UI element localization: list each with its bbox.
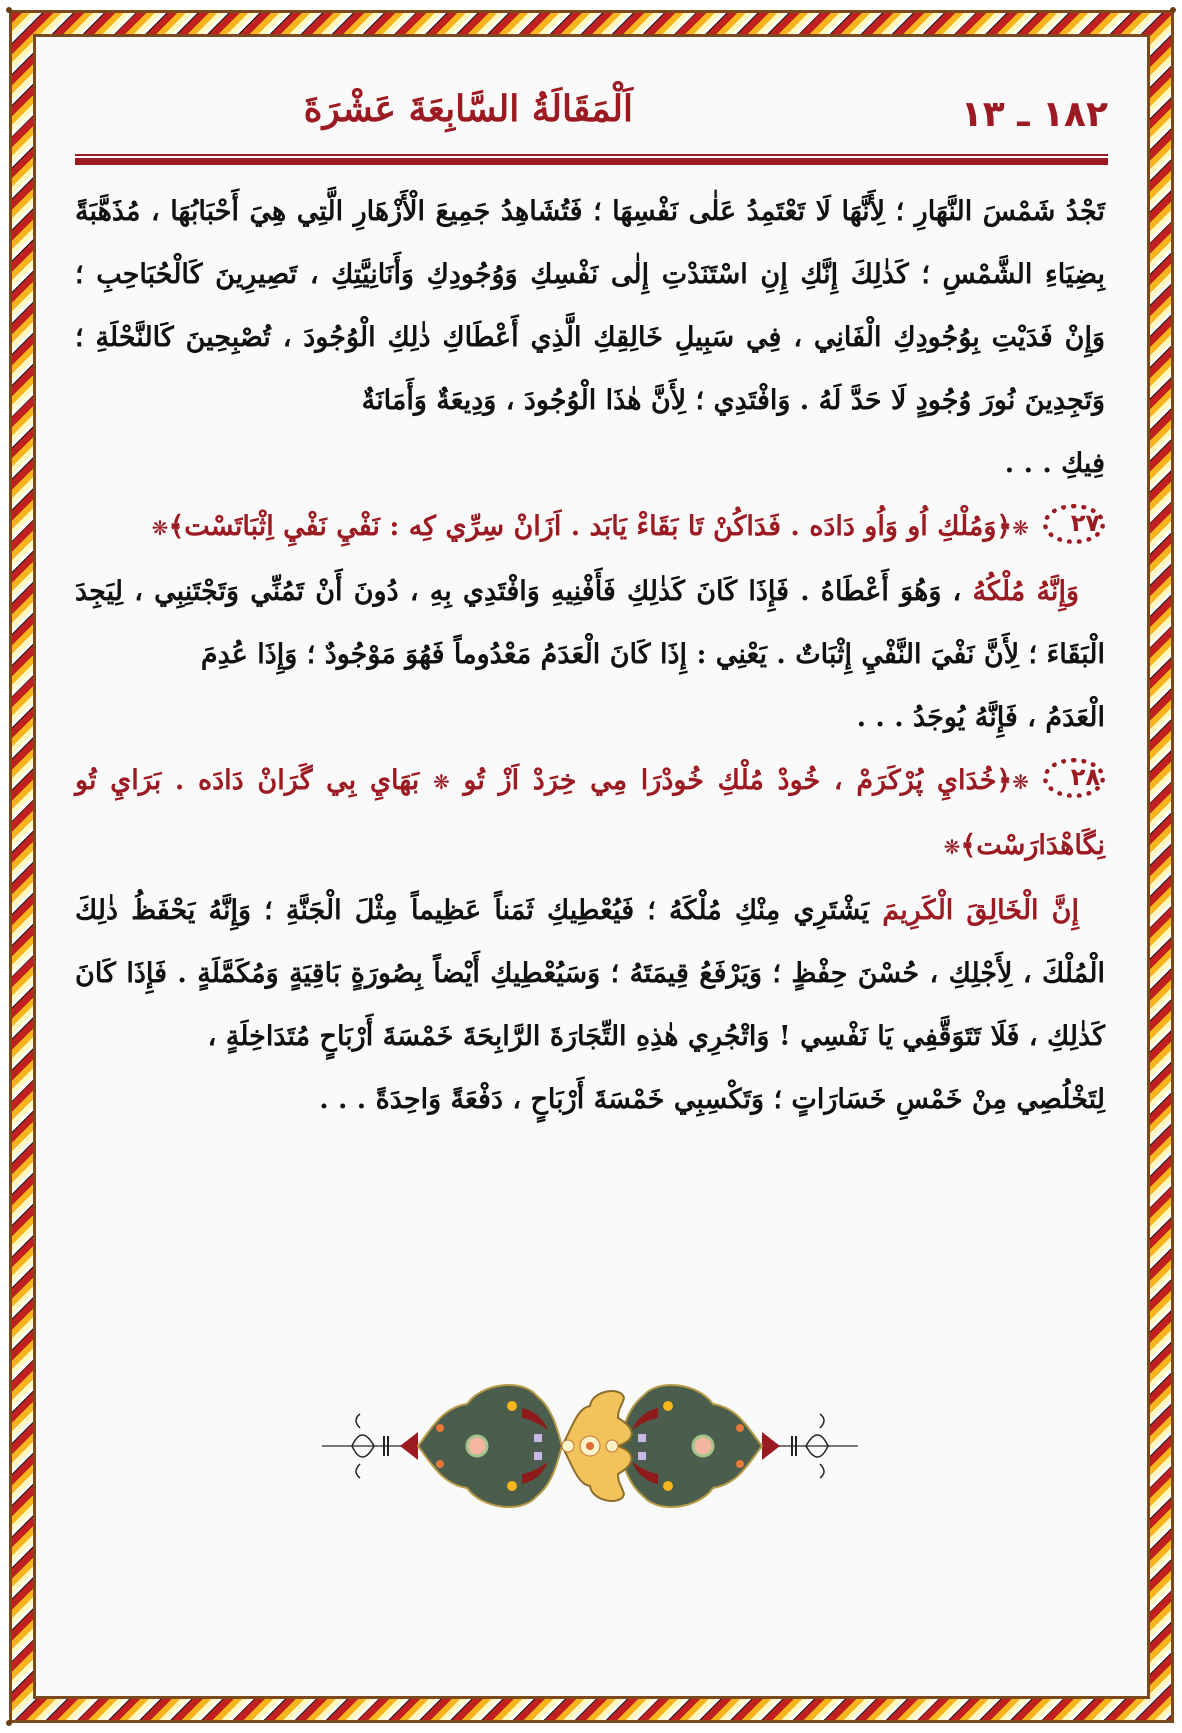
frame-corner-icon (6, 1720, 12, 1726)
frame-corner-icon (1170, 7, 1176, 13)
verse-28 (75, 749, 1105, 879)
paragraph-3 (75, 879, 1105, 1131)
text-line: تُصْبِحِينَ كَالنَّحْلَةِ ؛ وَتَجِدِينَ نُورَ وُجُودٍ لَا حَدَّ لَهُ . وَافْتَدِي ؛ لِأَنَّ هٰذَا الْوُجُودَ ، وَدِيعَةٌ وَأَمَانَةٌ (75, 322, 1105, 416)
paragraph-1 (75, 180, 1105, 495)
star-ornament-icon: ❋ (943, 835, 961, 859)
verse-bracket-close: ﴾ (960, 830, 977, 861)
verse-text: وَمُلْكِ اُو وَاُو دَادَه . فَدَاكُنْ تَا بَقَاءْ يَابَد . اَزَانْ سِرِّي كِه : نَفْيِ نَفْيِ اِثْبَاتَسْت (184, 511, 997, 542)
verse-bracket-open: ﴿ (996, 511, 1013, 542)
verse-27 (75, 495, 1105, 560)
verse-number-badge: ٢٧ (1043, 504, 1105, 544)
text-line: لِتَخْلُصِي مِنْ خَمْسِ خَسَارَاتٍ ؛ وَتَكْسِبِي خَمْسَةَ أَرْبَاحٍ ، دَفْعَةً وَاحِدَةً . . . (319, 1084, 1105, 1115)
text-line: يَشْتَرِي مِنْكِ مُلْكَهُ ؛ فَيُعْطِيكِ ثَمَناً عَظِيماً مِثْلَ الْجَنَّةِ ؛ وَإِنَّهُ يَحْفَظُ (131, 895, 870, 926)
frame-corner-icon (6, 7, 12, 13)
header-rule-thin (75, 154, 1108, 156)
text-line: كَالْحُبَاحِبِ ؛ وَإِنْ فَدَيْتِ بِوُجُودِكِ الْفَانِي ، فِي سَبِيلِ خَالِقِكِ الَّذِي أَعْطَاكِ ذٰلِكِ الْوُجُودَ ، (75, 259, 1105, 353)
paragraph-2 (75, 560, 1105, 749)
floral-medallion-ornament-icon (322, 1378, 858, 1514)
text-line: مُذَهَّبَةً بِضِيَاءِ الشَّمْسِ ؛ كَذٰلِكَ إِنَّكِ إِنِ اسْتَنَدْتِ إِلٰى نَفْسِكِ وَوُجُودِكِ وَأَنَانِيَّتِكِ ، تَصِيرِينَ (75, 196, 1106, 290)
star-separator-icon: ❋ (432, 770, 450, 794)
text-line: ، وَهُوَ أَعْطَاهُ . فَإِذَا كَانَ كَذٰلِكِ فَأَفْنِيهِ وَافْتَدِي بِهِ ، دُونَ أَنْ تَمُنِّي وَتَجْتَنِبِي ، (134, 576, 962, 607)
verse-number-badge: ٢٨ (1043, 758, 1105, 798)
highlighted-phrase: وَإِنَّهُ مُلْكُهُ (972, 576, 1079, 607)
star-ornament-icon: ❋ (151, 516, 169, 540)
page-body (75, 180, 1105, 1131)
verse-bracket-close: ﴾ (168, 511, 185, 542)
verse-text: بَهَايِ بِي گَرَانْ دَادَه . بَرَايِ تُو نِگَاهْدَارَسْت (75, 765, 1105, 861)
header-rule-thick (75, 158, 1108, 165)
highlighted-phrase: إِنَّ الْخَالِقَ الْكَرِيمَ (882, 895, 1080, 926)
text-line: تَجْدُ شَمْسَ النَّهَارِ ؛ لِأَنَّهَا لَا تَعْتَمِدُ عَلٰى نَفْسِهَا ؛ فَتُشَاهِدُ جَمِيعَ الْأَزْهَارِ الَّتِي هِيَ أَحْبَابُهَا ، (151, 196, 1105, 227)
verse-bracket-open: ﴿ (996, 765, 1013, 796)
star-ornament-icon: ❋ (1012, 770, 1029, 794)
page-header (75, 88, 1108, 148)
star-ornament-icon: ❋ (1012, 516, 1029, 540)
text-line: الْعَدَمُ ، فَإِنَّهُ يُوجَدُ . . . (856, 702, 1105, 733)
text-line: ذٰلِكَ الْمُلْكَ ، لِأَجْلِكِ ، حُسْنَ حِفْظٍ ؛ وَيَرْفَعُ قِيمَتَهُ ؛ وَسَيُعْطِيكِ أَيْضاً بِصُورَةٍ بَاقِيَةٍ وَمُكَمَّلَةٍ . (75, 895, 1106, 989)
verse-text: خُدَايِ پُرْكَرَمْ ، خُودْ مُلْكِ خُودْرَا مِي خِرَدْ اَزْ تُو (463, 765, 997, 796)
text-line: فَإِذَا كَانَ كَذٰلِكِ ، فَلَا تَتَوَقَّفِي يَا نَفْسِي ! وَاتْجُرِي هٰذِهِ التِّجَارَةَ الرَّابِحَةَ خَمْسَةَ أَرْبَاحٍ مُتَدَاخِلَةٍ ، (75, 958, 1105, 1052)
chapter-title: اَلْمَقَالَةُ السَّابِعَةَ عَشْرَةَ (303, 88, 633, 130)
page-number: ١٨٢ ـ ١٣ (960, 94, 1108, 135)
text-line: لِيَجِدَ الْبَقَاءَ ؛ لِأَنَّ نَفْيَ النَّفْيِ إِثْبَاتٌ . يَعْنِي : إِذَا كَانَ الْعَدَمُ مَعْدُوماً فَهُوَ مَوْجُودٌ ؛ وَإِذَا عُدِمَ (75, 576, 1105, 670)
text-line: فِيكِ . . . (1004, 448, 1105, 479)
